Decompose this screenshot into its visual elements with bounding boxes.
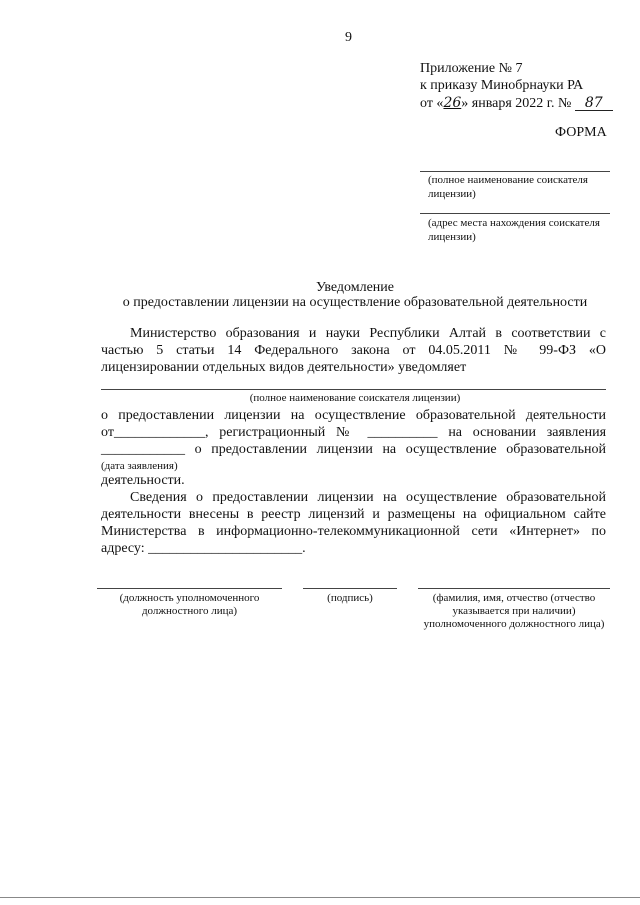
applicant-name-line [420, 171, 610, 172]
body-p3-line2: деятельности внесены в реестр лицензий и размещены на официальном сайте [101, 507, 606, 522]
fio-hint-3: уполномоченного должностного лица) [423, 618, 605, 630]
position-hint-2: должностного лица) [141, 605, 238, 617]
basis-label: на основании заявления [448, 425, 607, 440]
body-p1-line2: частью 5 статьи 14 Федерального закона от 04.05.2011 № 99-ФЗ «О [101, 343, 606, 358]
body-p2-line3 [101, 441, 606, 459]
signature-hint: (подпись) [327, 592, 373, 604]
blank-application-date[interactable]: ____________ [101, 442, 185, 457]
document-subtitle: о предоставлении лицензии на осуществление образовательной деятельности [122, 295, 588, 310]
blank-reg-number[interactable]: __________ [367, 425, 438, 440]
page-bottom-rule [0, 897, 640, 898]
applicant-address-hint: (адрес места нахождения соискателя [428, 217, 600, 229]
applicant-address-hint-2: лицензии) [428, 231, 476, 243]
applicant-name-hint: (полное наименование соискателя [428, 174, 588, 186]
applicant-full-name-line [101, 389, 606, 390]
forma-label: ФОРМА [555, 125, 607, 140]
page-number: 9 [345, 30, 352, 45]
body-p1-line3: лицензировании отдельных видов деятельности» уведомляет [101, 360, 467, 375]
fio-hint-1: (фамилия, имя, отчество (отчество [432, 592, 596, 604]
applicant-address-line [420, 213, 610, 214]
reg-label: , регистрационный № [204, 425, 357, 440]
blank-date[interactable]: _____________ [113, 425, 205, 440]
body-p3-line4: адресу: ______________________. [101, 541, 306, 556]
body-p1-line1: Министерство образования и науки Республики Алтай в соответствии с [130, 326, 606, 341]
date-mid: » января 2022 г. № [461, 96, 572, 111]
applicant-name-hint-2: лицензии) [428, 188, 476, 200]
body-p2-line3-text: о предоставлении лицензии на осуществление образовательной [194, 442, 606, 457]
fio-hint-2: указывается при наличии) [452, 605, 576, 617]
applicant-full-name-hint: (полное наименование соискателя лицензии) [249, 392, 461, 404]
appendix-line-1: Приложение № 7 [420, 61, 523, 76]
appendix-line-2: к приказу Минобрнауки РА [420, 78, 584, 93]
body-p3-line3: Министерства в информационно-телекоммуникационной сети «Интернет» по [101, 524, 606, 539]
signature-line [303, 588, 397, 589]
from-label: от [101, 425, 114, 440]
day-handwritten: 26 [443, 95, 462, 111]
number-handwritten: 87 [575, 96, 613, 111]
application-date-hint: (дата заявления) [101, 460, 178, 472]
fio-line [418, 588, 610, 589]
position-hint-1: (должность уполномоченного [119, 592, 260, 604]
body-p3-line1: Сведения о предоставлении лицензии на осуществление образовательной [130, 490, 606, 505]
document-title: Уведомление [315, 280, 394, 295]
date-prefix: от « [420, 96, 444, 111]
body-p2-line1: о предоставлении лицензии на осуществление образовательной деятельности [101, 408, 606, 423]
body-p2-line2 [101, 424, 606, 442]
appendix-date-line [420, 94, 613, 113]
body-p2-end: деятельности. [101, 473, 185, 488]
position-line [97, 588, 282, 589]
